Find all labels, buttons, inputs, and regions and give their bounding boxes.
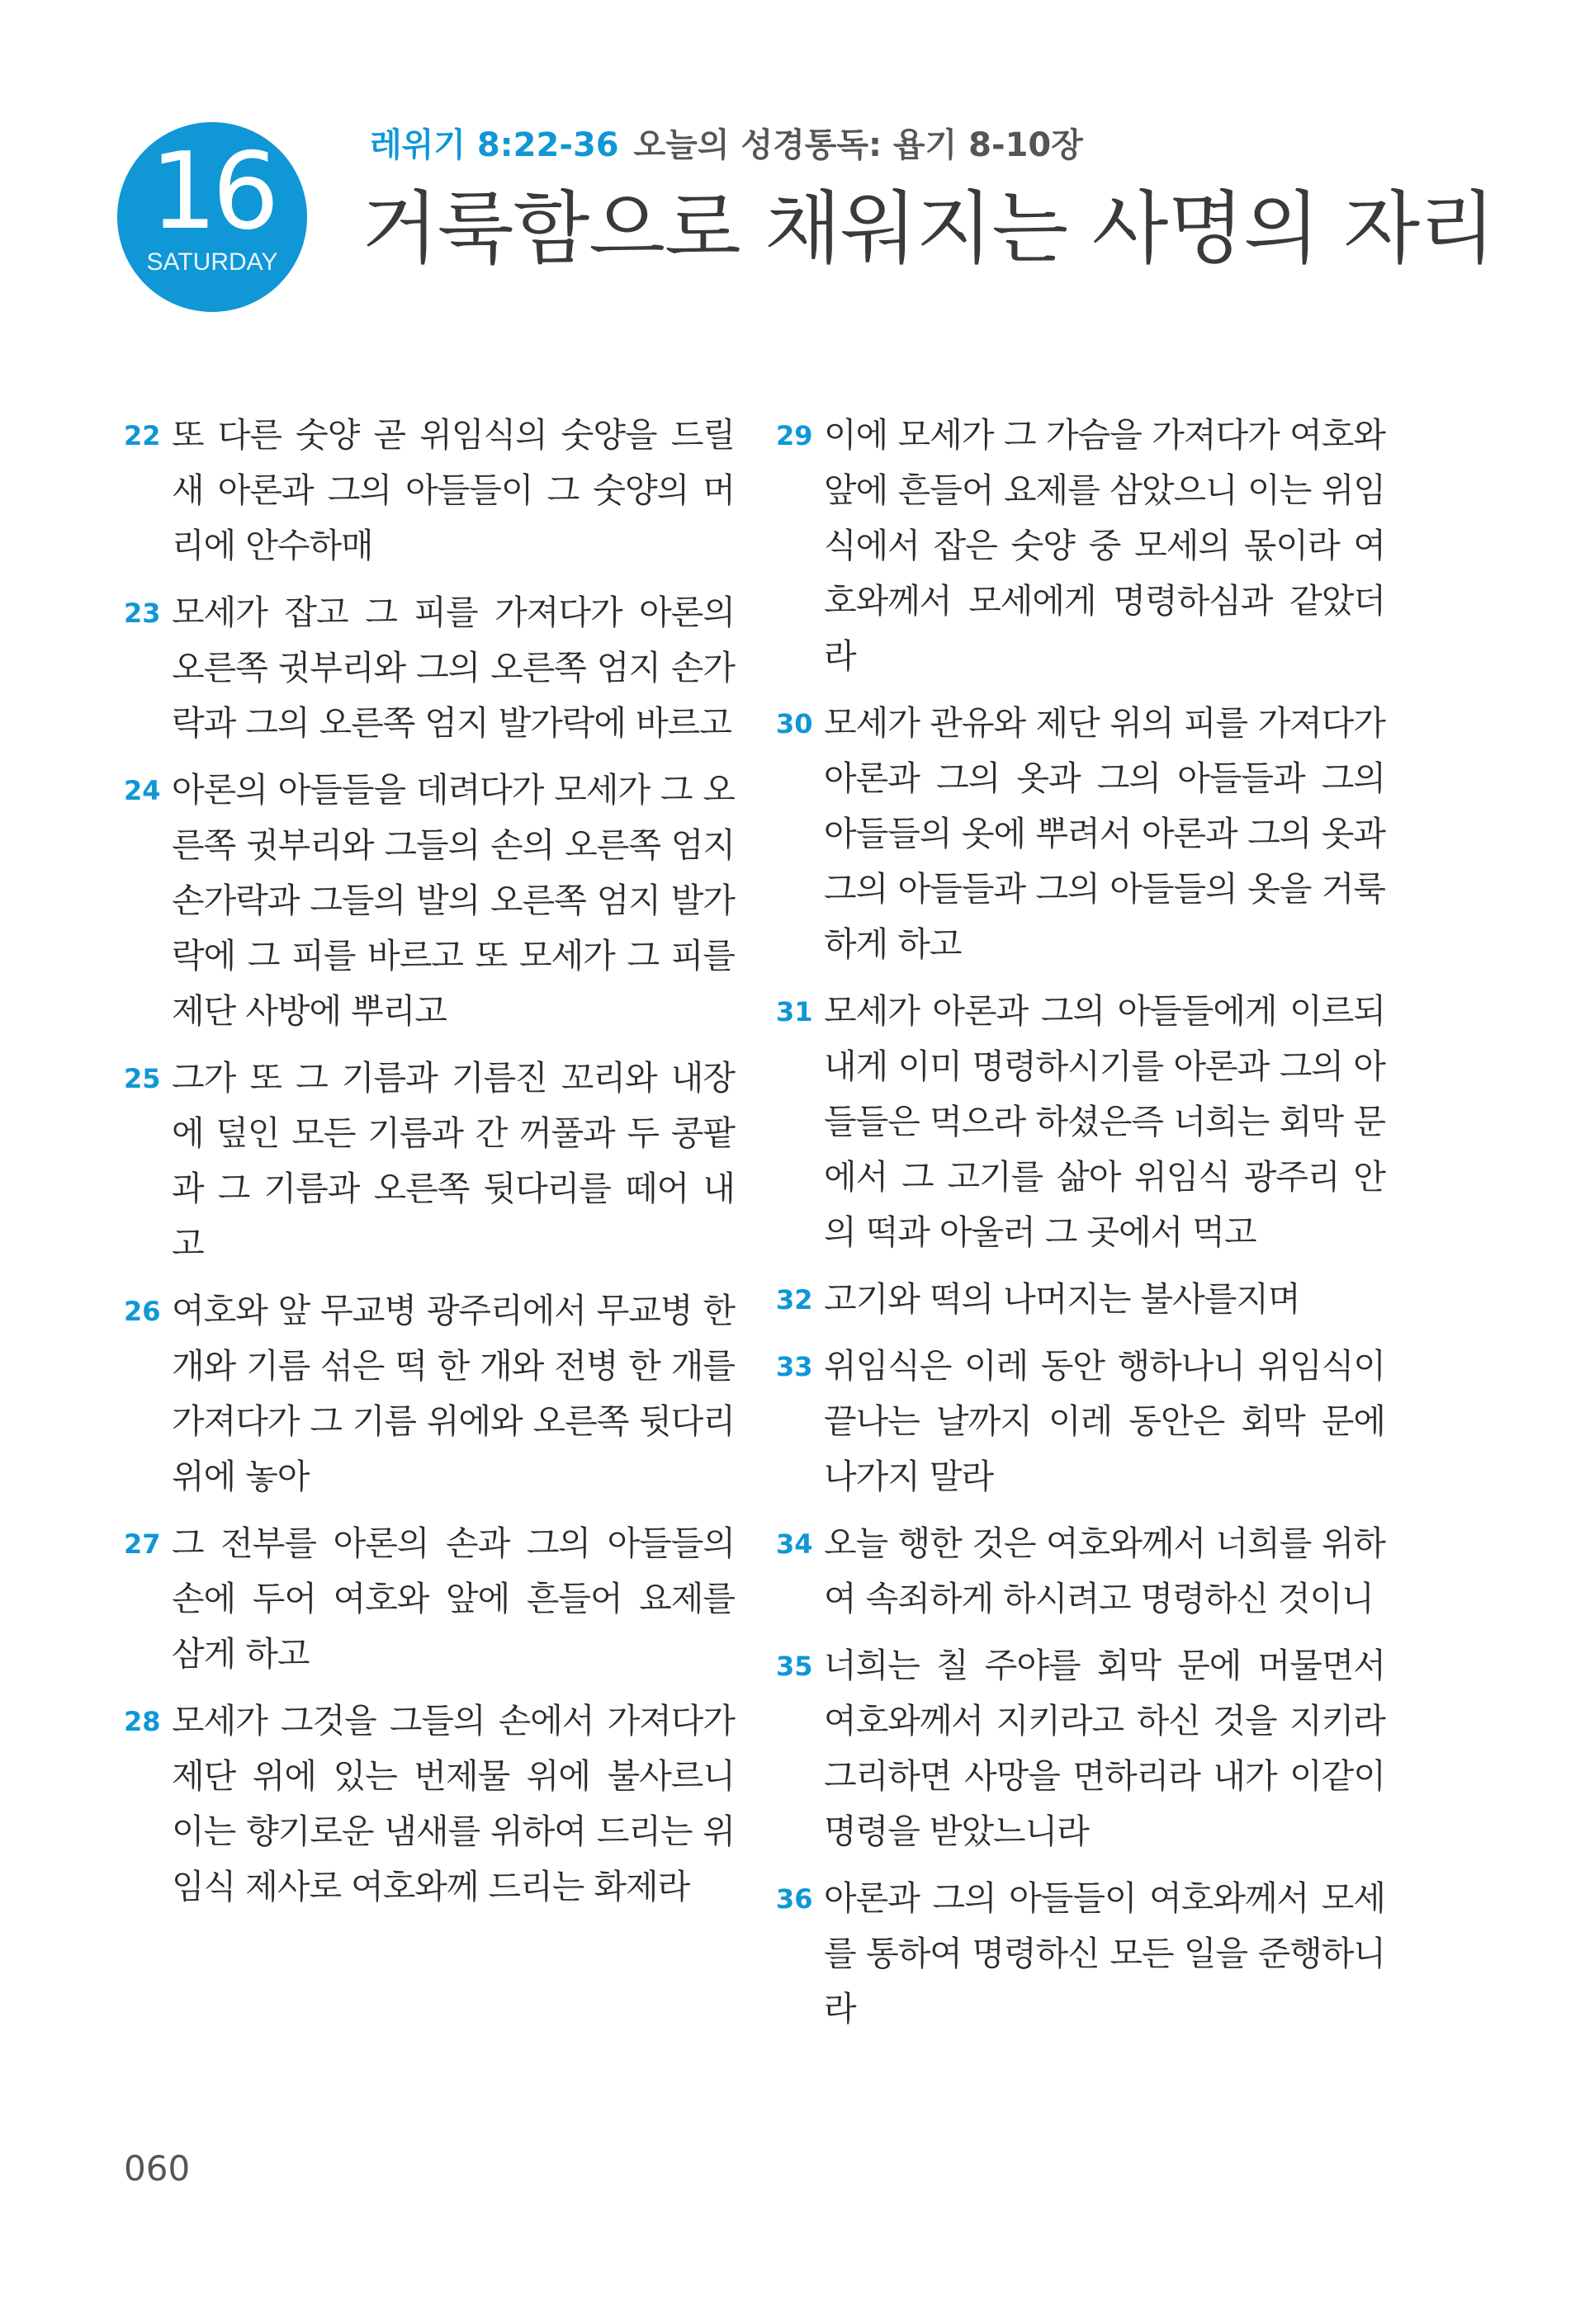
- verse-number: 30: [776, 708, 813, 739]
- verse: [124, 1516, 735, 1682]
- verse-text: 모세가 잡고 그 피를 가져다가 아론의 오른쪽 귓부리와 그의 오른쪽 엄지 손가락과 그의 오른쪽 엄지 발가락에 바르고: [172, 593, 735, 743]
- verse-text: 너희는 칠 주야를 회막 문에 머물면서 여호와께서 지키라고 하신 것을 지키라 그리하면 사망을 면하리라 내가 이같이 명령을 받았느니라: [824, 1646, 1385, 1851]
- verse-text: 모세가 아론과 그의 아들들에게 이르되 내게 이미 명령하시기를 아론과 그의 아들들은 먹으라 하셨은즉 너희는 회막 문에서 그 고기를 삶아 위임식 광주리 안의 떡과 아울러 그 곳에서 먹고: [824, 991, 1385, 1252]
- header-line: [370, 122, 1083, 168]
- left-column: [124, 408, 735, 1926]
- verse-number: 26: [124, 1296, 161, 1327]
- verse: [776, 1272, 1385, 1327]
- verse-text: 또 다른 숫양 곧 위임식의 숫양을 드릴 새 아론과 그의 아들들이 그 숫양의 머리에 안수하매: [172, 415, 735, 565]
- verse: [776, 984, 1385, 1260]
- verse-number: 28: [124, 1706, 161, 1737]
- verse-text: 오늘 행한 것은 여호와께서 너희를 위하여 속죄하게 하시려고 명령하신 것이니: [824, 1523, 1385, 1618]
- verse: [776, 408, 1385, 684]
- verse: [124, 1051, 735, 1272]
- verse-number: 27: [124, 1528, 161, 1560]
- verse-number: 22: [124, 420, 161, 451]
- verse-text: 고기와 떡의 나머지는 불사를지며: [824, 1279, 1300, 1319]
- verse: [124, 408, 735, 574]
- day-number: 16: [149, 130, 275, 253]
- verse-text: 아론의 아들들을 데려다가 모세가 그 오른쪽 귓부리와 그들의 손의 오른쪽 엄지 손가락과 그들의 발의 오른쪽 엄지 발가락에 그 피를 바르고 또 모세가 그 피를 제단 사방에 뿌리고: [172, 770, 735, 1031]
- verse: [776, 696, 1385, 972]
- verse-number: 31: [776, 996, 813, 1027]
- verse: [124, 763, 735, 1039]
- verse-number: 36: [776, 1883, 813, 1915]
- verse-text: 여호와 앞 무교병 광주리에서 무교병 한 개와 기름 섞은 떡 한 개와 전병 한 개를 가져다가 그 기름 위에와 오른쪽 뒷다리 위에 놓아: [172, 1291, 735, 1496]
- verse-number: 25: [124, 1063, 161, 1094]
- verse: [124, 1283, 735, 1504]
- verse-number: 33: [776, 1351, 813, 1382]
- verse-text: 그 전부를 아론의 손과 그의 아들들의 손에 두어 여호와 앞에 흔들어 요제를 삼게 하고: [172, 1523, 735, 1674]
- day-badge: [117, 122, 307, 312]
- verse-text: 아론과 그의 아들들이 여호와께서 모세를 통하여 명령하신 모든 일을 준행하니라: [824, 1878, 1385, 2029]
- page-title: 거룩함으로 채워지는 사명의 자리: [362, 182, 1495, 275]
- verse-number: 29: [776, 420, 813, 451]
- verse: [776, 1516, 1385, 1627]
- verse-number: 35: [776, 1651, 813, 1682]
- verse: [776, 1339, 1385, 1504]
- verse: [776, 1871, 1385, 2037]
- page-number: 060: [124, 2148, 191, 2189]
- verse-number: 32: [776, 1284, 813, 1316]
- verse-text: 그가 또 그 기름과 기름진 꼬리와 내장에 덮인 모든 기름과 간 꺼풀과 두 콩팥과 그 기름과 오른쪽 뒷다리를 떼어 내고: [172, 1058, 735, 1264]
- verse: [124, 585, 735, 751]
- verse-number: 34: [776, 1528, 813, 1560]
- weekday-label: SATURDAY: [146, 248, 278, 276]
- verse-text: 위임식은 이레 동안 행하나니 위임식이 끝나는 날까지 이레 동안은 회막 문에 나가지 말라: [824, 1346, 1385, 1496]
- verse-text: 모세가 관유와 제단 위의 피를 가져다가 아론과 그의 옷과 그의 아들들과 그의 아들들의 옷에 뿌려서 아론과 그의 옷과 그의 아들들과 그의 아들들의 옷을 거룩하게 하고: [824, 703, 1385, 964]
- verse-number: 24: [124, 775, 161, 806]
- right-column: [776, 408, 1385, 2048]
- daily-reading: 오늘의 성경통독: 욥기 8-10장: [633, 126, 1083, 164]
- passage-reference: 레위기 8:22-36: [370, 126, 619, 164]
- verse-text: 이에 모세가 그 가슴을 가져다가 여호와 앞에 흔들어 요제를 삼았으니 이는 위임식에서 잡은 숫양 중 모세의 몫이라 여호와께서 모세에게 명령하심과 같았더라: [824, 415, 1385, 676]
- verse-text: 모세가 그것을 그들의 손에서 가져다가 제단 위에 있는 번제물 위에 불사르니 이는 향기로운 냄새를 위하여 드리는 위임식 제사로 여호와께 드리는 화제라: [172, 1701, 735, 1906]
- verse: [124, 1693, 735, 1915]
- verse: [776, 1638, 1385, 1859]
- verse-number: 23: [124, 598, 161, 629]
